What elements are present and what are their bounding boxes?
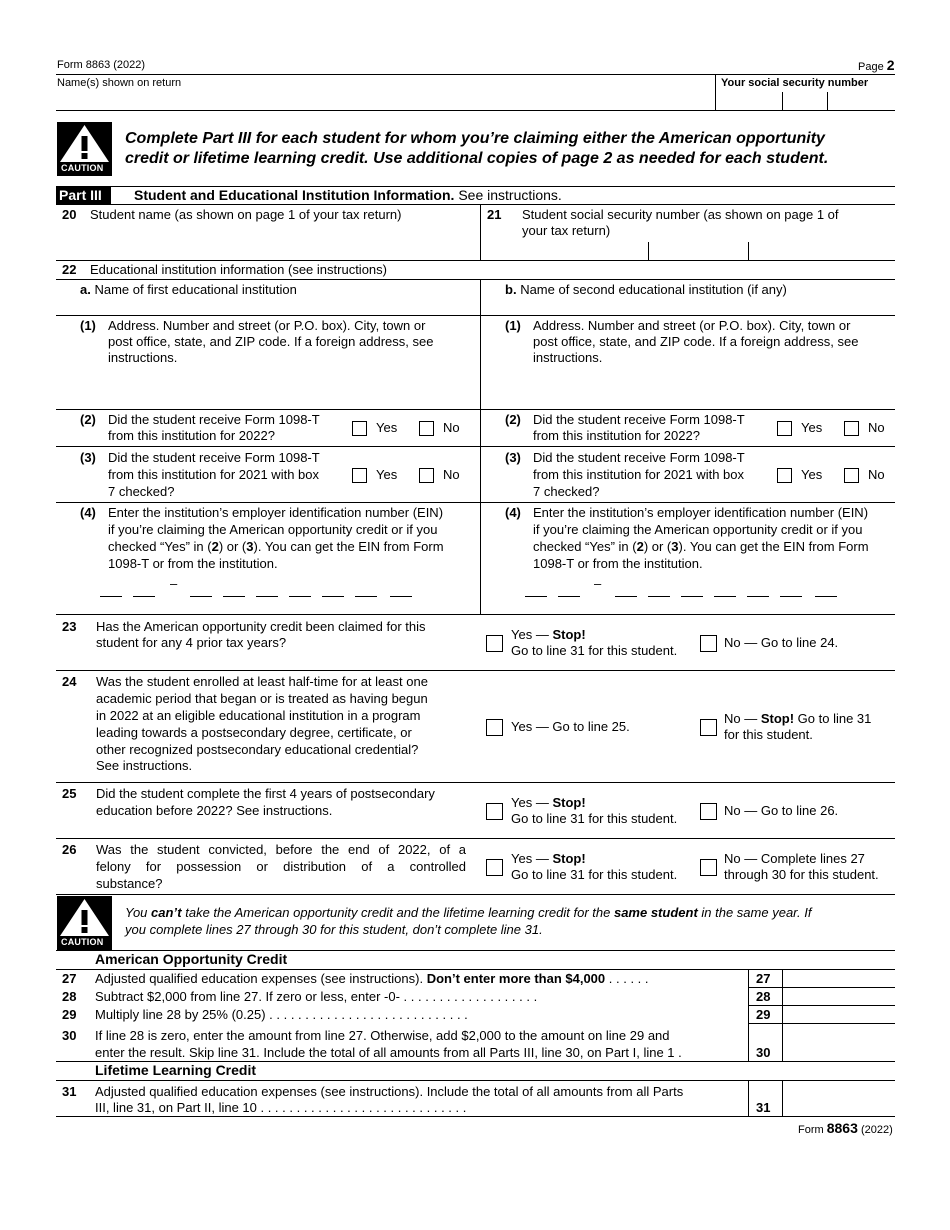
caution-icon-mid: CAUTION (57, 896, 112, 950)
inst-a-address-field[interactable] (80, 370, 475, 408)
line26-yes-line2: Go to line 31 for this student. (511, 867, 678, 882)
line31-num: 31 (62, 1084, 77, 1099)
line31-box-num: 31 (756, 1100, 771, 1115)
b2-no-label: No (868, 420, 885, 435)
b4-line3: checked “Yes” in (2) or (3). You can get the EIN from Form (533, 539, 869, 554)
line25-no-checkbox[interactable] (700, 803, 717, 820)
b3-no-checkbox[interactable] (844, 468, 859, 483)
b3-line2: from this institution for 2021 with box (533, 467, 744, 482)
line23-no-checkbox[interactable] (700, 635, 717, 652)
line24-q2: academic period that began or is treated as having begun (96, 691, 428, 706)
line20-21-divider (480, 204, 481, 261)
line23-rule (56, 670, 895, 671)
line21-bottom-rule (56, 260, 895, 261)
line25-yes-label: Yes — Stop! (511, 795, 586, 810)
line22-rule (56, 279, 895, 280)
line23-yes-line2: Go to line 31 for this student. (511, 643, 678, 658)
b2-line2: from this institution for 2022? (533, 428, 700, 443)
b3-yes-checkbox[interactable] (777, 468, 792, 483)
aoc-box-right-border (782, 969, 783, 1061)
b3-num: (3) (505, 450, 521, 465)
b2-line1: Did the student receive Form 1098-T (533, 412, 745, 427)
inst-a-ein-field[interactable] (100, 582, 420, 602)
line24-q6: See instructions. (96, 758, 193, 773)
student-name-field[interactable] (60, 226, 475, 258)
line25-yes-checkbox[interactable] (486, 803, 503, 820)
b3-line1: Did the student receive Form 1098-T (533, 450, 745, 465)
address-rule (56, 409, 895, 410)
line30-text2: enter the result. Skip line 31. Include the total of all amounts from all Parts III, line 30, on Part I, line 1 . (95, 1045, 682, 1060)
line22-bottom-rule (56, 614, 895, 615)
line28-num: 28 (62, 989, 77, 1004)
student-ssn-field[interactable] (484, 242, 892, 260)
b4-line1: Enter the institution’s employer identification number (EIN) (533, 505, 869, 520)
line20-label: Student name (as shown on page 1 of your tax return) (90, 207, 402, 222)
a3-line3: 7 checked? (108, 484, 175, 499)
line24-yes-checkbox[interactable] (486, 719, 503, 736)
a1-line3: instructions. (108, 350, 178, 365)
b2-no-checkbox[interactable] (844, 421, 859, 436)
b2-yes-label: Yes (801, 420, 823, 435)
a4-line1: Enter the institution’s employer identification number (EIN) (108, 505, 444, 520)
b3-yes-label: Yes (801, 467, 823, 482)
llc-heading: Lifetime Learning Credit (95, 1062, 257, 1078)
q3-rule (56, 502, 895, 503)
form-id: Form 8863 (2022) (57, 59, 146, 71)
line27-box-num: 27 (756, 971, 771, 986)
b1-line1: Address. Number and street (or P.O. box). City, town or (533, 318, 851, 333)
line24-q5: other recognized postsecondary educational credential? (96, 742, 419, 757)
line22-num: 22 (62, 262, 77, 277)
line23-yes-checkbox[interactable] (486, 635, 503, 652)
a4-line2: if you’re claiming the American opportunity credit or if you (108, 522, 438, 537)
line29-text: Multiply line 28 by 25% (0.25) . . . . . . . . . . . . . . . . . . . . . . . . . . . . (95, 1007, 468, 1022)
b1-num: (1) (505, 318, 521, 333)
line26-q1: Was the student convicted, before the end of 2022, of a (96, 842, 466, 857)
line30-text1: If line 28 is zero, enter the amount from line 27. Otherwise, add $2,000 to the amount on line 29 and (95, 1028, 670, 1043)
a4-num: (4) (80, 505, 96, 520)
caution-mid-line2: you complete lines 27 through 30 for this student, don’t complete line 31. (125, 922, 543, 937)
a3-yes-label: Yes (376, 467, 398, 482)
line29-rule (748, 1023, 895, 1024)
llc-box-right-border (782, 1080, 783, 1116)
aoc-heading: American Opportunity Credit (95, 951, 288, 967)
footer-form-id: Form 8863 (2022) (798, 1120, 893, 1136)
line26-yes-label: Yes — Stop! (511, 851, 586, 866)
names-field[interactable] (57, 90, 712, 110)
aoc-heading-rule (56, 969, 895, 970)
line24-no-checkbox[interactable] (700, 719, 717, 736)
caution-top-line1: Complete Part III for each student for whom you’re claiming either the American opportunity (125, 130, 825, 147)
b4-line2: if you’re claiming the American opportunity credit or if you (533, 522, 863, 537)
line25-q2: education before 2022? See instructions. (96, 803, 333, 818)
line29-amount-field[interactable] (784, 1006, 894, 1022)
llc-box-left-border (748, 1080, 749, 1116)
a2-yes-checkbox[interactable] (352, 421, 367, 436)
line24-no-line2: for this student. (724, 727, 813, 742)
line25-rule (56, 838, 895, 839)
line21-num: 21 (487, 207, 502, 222)
a2-no-checkbox[interactable] (419, 421, 434, 436)
line24-num: 24 (62, 674, 77, 689)
aoc-box-left-border (748, 969, 749, 1061)
line23-q2: student for any 4 prior tax years? (96, 635, 287, 650)
line29-num: 29 (62, 1007, 77, 1022)
line26-q3: substance? (96, 876, 163, 891)
line26-num: 26 (62, 842, 77, 857)
line21-label2: your tax return) (522, 223, 611, 238)
line28-text: Subtract $2,000 from line 27. If zero or less, enter -0- . . . . . . . . . . . . . . . . . . . (95, 989, 538, 1004)
line27-text: Adjusted qualified education expenses (see instructions). Don’t enter more than $4,000 . . . . . . (95, 971, 649, 986)
a3-yes-checkbox[interactable] (352, 468, 367, 483)
b2-yes-checkbox[interactable] (777, 421, 792, 436)
inst-name-rule (56, 315, 895, 316)
line24-q4: leading towards a postsecondary degree, certificate, or (96, 725, 412, 740)
ssn-divider (715, 74, 716, 111)
b3-no-label: No (868, 467, 885, 482)
line31-rule (56, 1116, 895, 1117)
line28-amount-field[interactable] (784, 988, 894, 1004)
line26-no-line1: No — Complete lines 27 (724, 851, 865, 866)
line27-num: 27 (62, 971, 77, 986)
b1-line2: post office, state, and ZIP code. If a foreign address, see (533, 334, 859, 349)
a4-line3: checked “Yes” in (2) or (3). You can get the EIN from Form (108, 539, 444, 554)
names-label: Name(s) shown on return (57, 77, 182, 89)
line21-label1: Student social security number (as shown on page 1 of (522, 207, 839, 222)
a2-num: (2) (80, 412, 96, 427)
line24-rule (56, 782, 895, 783)
inst-a-name-field[interactable] (80, 298, 475, 314)
line25-q1: Did the student complete the first 4 years of postsecondary (96, 786, 435, 801)
line25-num: 25 (62, 786, 77, 801)
a4-line4: 1098-T or from the institution. (108, 556, 278, 571)
line30-box-num: 30 (756, 1045, 771, 1060)
b3-line3: 7 checked? (533, 484, 600, 499)
inst-b-name-field[interactable] (505, 298, 890, 314)
line23-no-label: No — Go to line 24. (724, 635, 839, 650)
a2-line2: from this institution for 2022? (108, 428, 275, 443)
caution-icon: CAUTION (57, 122, 112, 176)
line31-text2: III, line 31, on Part II, line 10 . . . . . . . . . . . . . . . . . . . . . . . . . . . . . (95, 1100, 467, 1115)
line23-yes-label: Yes — Stop! (511, 627, 586, 642)
a1-num: (1) (80, 318, 96, 333)
page-label: Page 2 (858, 57, 895, 73)
caution-mid-line1: You can’t take the American opportunity credit and the lifetime learning credit for the same student in the same year. If (125, 905, 812, 920)
a2-line1: Did the student receive Form 1098-T (108, 412, 320, 427)
line24-q1: Was the student enrolled at least half-time for at least one (96, 674, 428, 689)
b2-num: (2) (505, 412, 521, 427)
a3-line2: from this institution for 2021 with box (108, 467, 319, 482)
q2-rule (56, 446, 895, 447)
caution-top-line2: credit or lifetime learning credit. Use additional copies of page 2 as needed for each student. (125, 150, 829, 167)
a3-line1: Did the student receive Form 1098-T (108, 450, 320, 465)
inst-b-label: b. Name of second educational institution (if any) (505, 282, 787, 297)
line28-box-num: 28 (756, 989, 771, 1004)
line26-yes-checkbox[interactable] (486, 859, 503, 876)
a2-no-label: No (443, 420, 460, 435)
b4-line4: 1098-T or from the institution. (533, 556, 703, 571)
llc-heading-rule (56, 1080, 895, 1081)
a3-num: (3) (80, 450, 96, 465)
line31-text1: Adjusted qualified education expenses (see instructions). Include the total of all amounts from all Parts (95, 1084, 684, 1099)
line24-q3: in 2022 at an eligible educational institution in a program (96, 708, 421, 723)
a1-line1: Address. Number and street (or P.O. box). City, town or (108, 318, 426, 333)
line23-q1: Has the American opportunity credit been claimed for this (96, 619, 426, 634)
line26-q2: felony for possession or distribution of a controlled (96, 859, 466, 874)
line26-no-checkbox[interactable] (700, 859, 717, 876)
b1-line3: instructions. (533, 350, 603, 365)
ssn-field[interactable] (718, 92, 894, 110)
line30-num: 30 (62, 1028, 77, 1043)
line31-amount-field[interactable] (784, 1081, 894, 1115)
line26-no-line2: through 30 for this student. (724, 867, 879, 882)
part3-bottom-rule (56, 204, 895, 205)
a1-line2: post office, state, and ZIP code. If a foreign address, see (108, 334, 434, 349)
line29-box-num: 29 (756, 1007, 771, 1022)
line27-amount-field[interactable] (784, 970, 894, 986)
a3-no-checkbox[interactable] (419, 468, 434, 483)
header-bottom-rule (56, 110, 895, 111)
inst-b-address-field[interactable] (505, 370, 890, 408)
line26-rule (56, 894, 895, 895)
line24-no-label: No — Stop! Go to line 31 (724, 711, 872, 726)
a3-no-label: No (443, 467, 460, 482)
a4-ein-hyphen: – (170, 576, 178, 591)
line20-num: 20 (62, 207, 77, 222)
line24-yes-label: Yes — Go to line 25. (511, 719, 630, 734)
inst-b-ein-field[interactable] (525, 582, 845, 602)
inst-a-label: a. Name of first educational institution (80, 282, 297, 297)
part3-tag: Part III (56, 186, 111, 204)
line23-num: 23 (62, 619, 77, 634)
b4-num: (4) (505, 505, 521, 520)
a2-yes-label: Yes (376, 420, 398, 435)
b4-ein-hyphen: – (594, 576, 602, 591)
line22-label: Educational institution information (see instructions) (90, 262, 387, 277)
line25-yes-line2: Go to line 31 for this student. (511, 811, 678, 826)
ssn-label: Your social security number (721, 77, 869, 89)
line25-no-label: No — Go to line 26. (724, 803, 839, 818)
line30-amount-field[interactable] (784, 1025, 894, 1060)
part3-title: Student and Educational Institution Information. See instructions. (134, 187, 562, 203)
